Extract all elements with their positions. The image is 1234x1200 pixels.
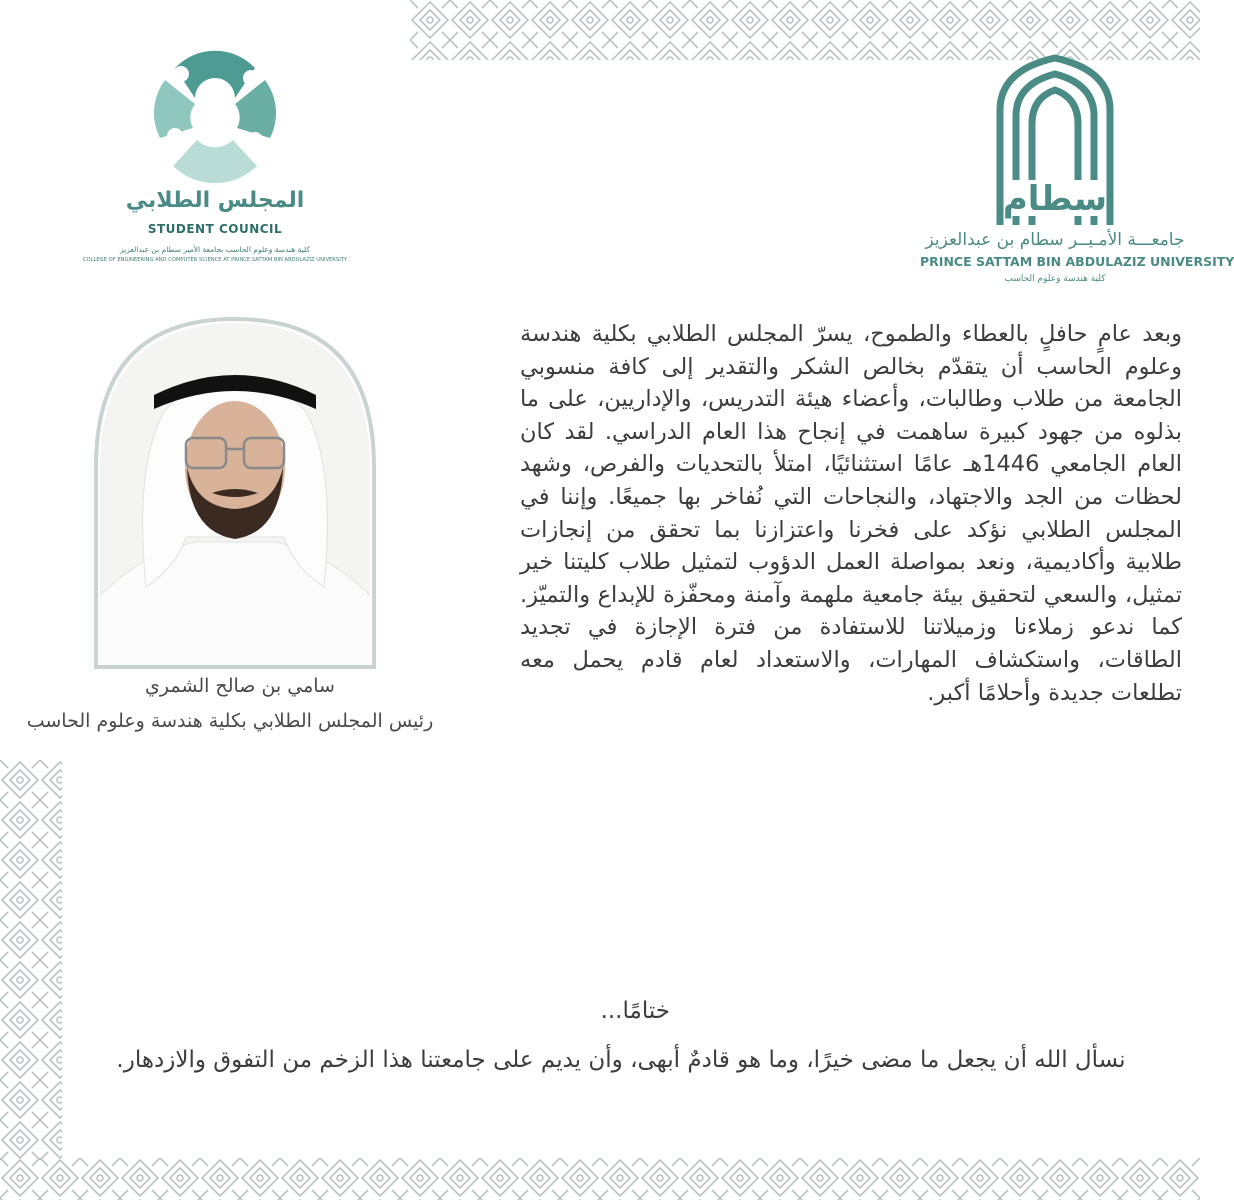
student-council-name-en: STUDENT COUNCIL bbox=[147, 222, 283, 236]
closing-heading: ختامًا... bbox=[600, 998, 670, 1024]
student-council-name-ar: المجلس الطلابي bbox=[125, 188, 305, 213]
university-arch-emblem-icon bbox=[920, 50, 1190, 230]
student-council-college-ar: كلية هندسة وعلوم الحاسب بجامعة الأمير سطام بن عبدالعزيز bbox=[120, 245, 310, 254]
university-college-name: كلية هندسة وعلوم الحاسب bbox=[1004, 274, 1106, 284]
decorative-pattern-left bbox=[0, 760, 62, 1160]
closing-text: نسأل الله أن يجعل ما مضى خيرًا، وما هو قادمٌ أبهى، وأن يديم على جامعتنا هذا الزخم من التفوق والازدهار. bbox=[116, 1047, 1126, 1073]
student-council-college-en: COLLEGE OF ENGINEERING AND COMPUTER SCIENCE AT PRINCE SATTAM BIN ABDULAZIZ UNIVERSITY bbox=[82, 257, 348, 263]
decorative-pattern-bottom bbox=[0, 1158, 1200, 1200]
university-name-en: PRINCE SATTAM BIN ABDULAZIZ UNIVERSITY bbox=[920, 254, 1234, 269]
message-body: وبعد عامٍ حافلٍ بالعطاء والطموح، يسرّ المجلس الطلابي بكلية هندسة وعلوم الحاسب أن يتقدّم بخالص الشكر والتقدير إلى كافة منسوبي الجامعة من طلاب وطالبات، وأعضاء هيئة التدريس، والإداريين، على ما بذلوه من جهود كبيرة ساهمت في إنجاح هذا العام الدراسي. لقد كان العام الجامعي 1446هـ عامًا استثنائيًا، امتلأ بالتحديات والفرص، وشهد لحظات من الجد والاجتهاد، والنجاحات التي نُفاخر بها جميعًا. وإننا في المجلس الطلابي نؤكد على فخرنا واعتزازنا بما تحقق من إنجازات طلابية وأكاديمية، ونعد بمواصلة العمل الدؤوب لتمثيل طلاب كليتنا خير تمثيل، والسعي لتحقيق بيئة جامعية ملهمة وآمنة ومحفّزة للإبداع والتميّز. كما ندعو زملاءنا وزميلاتنا للاستفادة من فترة الإجازة في تجديد الطاقات، واستكشاف المهارات، والاستعداد لعام قادم يحمل معه تطلعات جديدة وأحلامًا أكبر. bbox=[520, 321, 1182, 706]
person-name: سامي بن صالح الشمري bbox=[145, 675, 335, 697]
student-council-logo bbox=[80, 40, 350, 280]
university-name-ar: جامعـــة الأمـيــر سطام بن عبدالعزيز bbox=[925, 230, 1185, 250]
university-logo bbox=[920, 50, 1234, 290]
portrait-photo bbox=[94, 317, 376, 667]
student-council-emblem-icon bbox=[80, 40, 350, 190]
university-logo-word: سطام bbox=[1002, 179, 1108, 219]
person-title: رئيس المجلس الطلابي بكلية هندسة وعلوم الحاسب bbox=[26, 710, 434, 732]
